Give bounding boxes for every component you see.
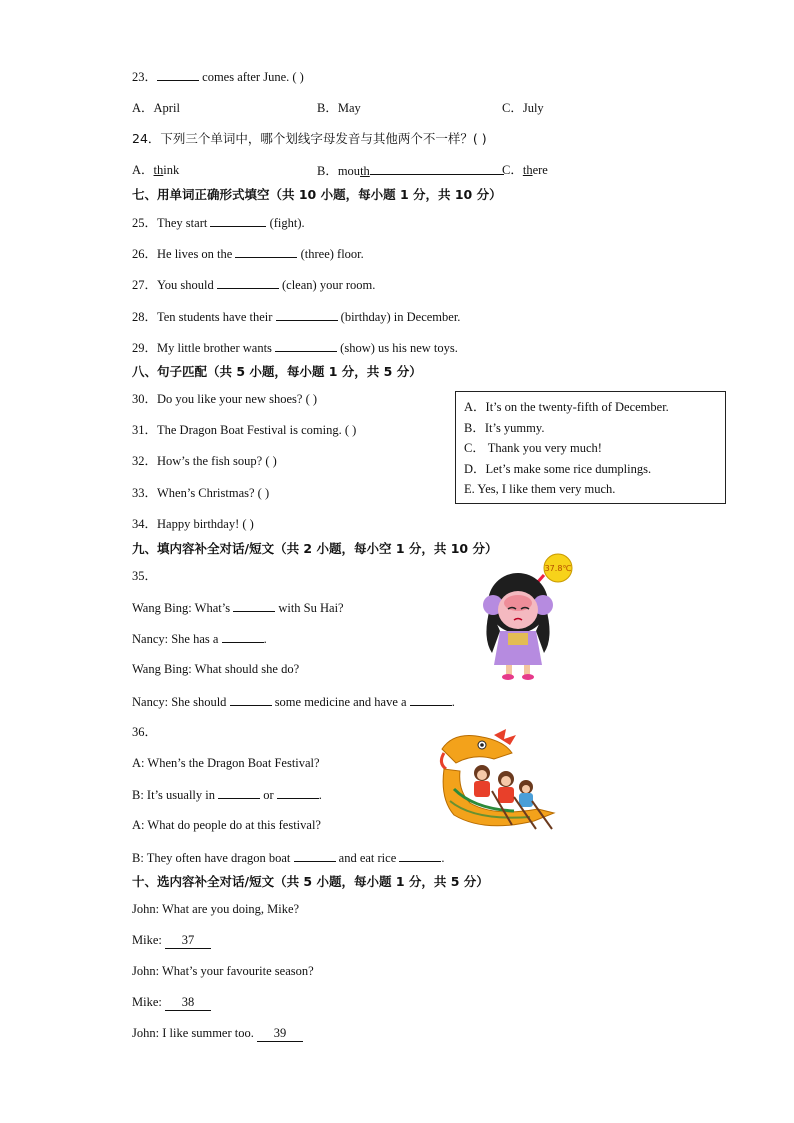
blank-39: 39 — [257, 1025, 303, 1042]
q36-line-4: B: They often have dragon boat and eat rice . — [132, 851, 445, 865]
fill-item-29: 29．My little brother wants (show) us his new toys. — [132, 341, 458, 355]
fill-item-28: 28．Ten students have their (birthday) in December. — [132, 310, 461, 324]
answer-option-e: E. Yes, I like them very much. — [464, 482, 616, 497]
q35-line-3: Wang Bing: What should she do? — [132, 662, 300, 676]
q35-number: 35． — [132, 569, 158, 583]
dialog-line-2: Mike: 37 — [132, 932, 211, 949]
q35-line-1: Wang Bing: What’s with Su Hai? — [132, 601, 344, 615]
dialog-line-4: Mike: 38 — [132, 994, 211, 1011]
q35-line-4: Nancy: She should some medicine and have a . — [132, 695, 455, 709]
answer-option-d: D．Let’s make some rice dumplings. — [464, 461, 652, 476]
match-item-33: 33．When’s Christmas? ( ) — [132, 486, 270, 500]
q23-option-a: A．April — [132, 101, 180, 115]
section-9-heading: 九、填内容补全对话/短文（共 2 小题，每小空 1 分，共 10 分） — [132, 541, 498, 556]
answer-option-c: C． Thank you very much! — [464, 441, 602, 456]
match-item-32: 32．How’s the fish soup? ( ) — [132, 454, 277, 468]
q23-option-c: C．July — [502, 101, 544, 115]
q24-option-c: C．there — [502, 163, 548, 177]
fill-item-27: 27．You should (clean) your room. — [132, 278, 376, 292]
q36-line-1: A: When’s the Dragon Boat Festival? — [132, 756, 320, 770]
fill-item-26: 26．He lives on the (three) floor. — [132, 247, 364, 261]
q35-line-2: Nancy: She has a . — [132, 632, 267, 646]
section-7-heading: 七、用单词正确形式填空（共 10 小题，每小题 1 分，共 10 分） — [132, 187, 502, 202]
dialog-line-3: John: What’s your favourite season? — [132, 964, 314, 978]
dialog-line-5: John: I like summer too. 39 — [132, 1025, 303, 1042]
q24-option-a: A．think — [132, 163, 180, 177]
answer-option-b: B．It’s yummy. — [464, 420, 545, 435]
q36-line-2: B: It’s usually in or . — [132, 788, 322, 802]
blank-37: 37 — [165, 932, 211, 949]
sick-girl-illustration — [478, 553, 580, 681]
match-item-34: 34．Happy birthday! ( ) — [132, 517, 254, 531]
question-24: 24．下列三个单词中，哪个划线字母发音与其他两个不一样？( ) — [132, 131, 487, 146]
answer-options-box — [455, 391, 726, 504]
fill-item-25: 25．They start (fight). — [132, 216, 305, 230]
question-23 — [132, 68, 304, 85]
section-8-heading: 八、句子匹配（共 5 小题，每小题 1 分，共 5 分） — [132, 364, 422, 379]
q36-line-3: A: What do people do at this festival? — [132, 818, 321, 832]
section-10-heading: 十、选内容补全对话/短文（共 5 小题，每小题 1 分，共 5 分） — [132, 874, 489, 889]
match-item-30: 30．Do you like your new shoes? ( ) — [132, 392, 318, 406]
q23-stem: comes after June. ( ) — [199, 70, 304, 84]
dialog-line-1: John: What are you doing, Mike? — [132, 902, 300, 916]
q23-option-b: B．May — [317, 101, 361, 115]
q23-number: 23． — [132, 70, 158, 84]
answer-blank — [157, 68, 199, 81]
answer-option-a: A．It’s on the twenty-fifth of December. — [464, 400, 669, 414]
dragon-boat-illustration — [434, 729, 564, 837]
q36-number: 36． — [132, 725, 158, 739]
q24-option-b: B．mouth — [317, 162, 504, 179]
match-item-31: 31．The Dragon Boat Festival is coming. ( ) — [132, 423, 357, 437]
thermometer-reading: 37.8℃ — [544, 564, 572, 573]
blank-38: 38 — [165, 994, 211, 1011]
